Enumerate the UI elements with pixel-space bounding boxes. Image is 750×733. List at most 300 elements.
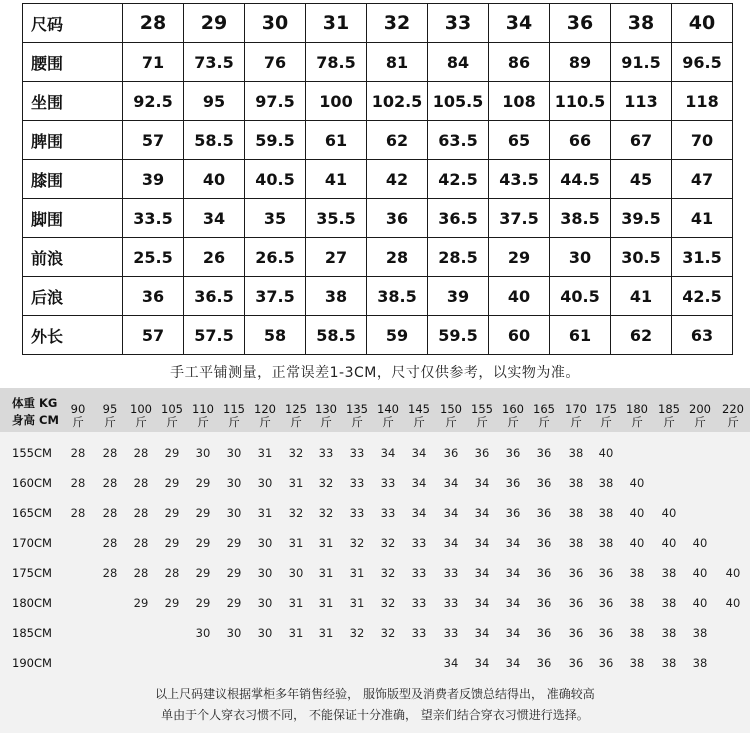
size-measure-row (23, 43, 733, 82)
recommended-size: 38 (568, 536, 584, 550)
recommended-size: 30 (257, 626, 273, 640)
recommended-size: 34 (474, 596, 490, 610)
weight-value: 200 (689, 402, 711, 416)
recommended-size: 31 (257, 506, 273, 520)
height-row (0, 588, 750, 618)
measure-value: 35 (245, 199, 306, 238)
size-header-cell: 28 (123, 4, 184, 43)
recommended-size: 38 (692, 626, 708, 640)
recommended-size: 34 (443, 506, 459, 520)
measure-value: 43.5 (489, 160, 550, 199)
recommended-size: 29 (195, 506, 211, 520)
measure-value: 71 (123, 43, 184, 82)
measure-value: 92.5 (123, 82, 184, 121)
recommended-size: 32 (380, 536, 396, 550)
recommended-size: 32 (318, 506, 334, 520)
measure-value: 95 (184, 82, 245, 121)
recommended-size: 36 (598, 626, 614, 640)
measure-value: 66 (550, 121, 611, 160)
measure-value: 42 (367, 160, 428, 199)
weight-header-cell (373, 403, 403, 429)
recommended-size: 34 (380, 446, 396, 460)
recommended-size: 31 (318, 626, 334, 640)
recommended-size: 36 (505, 446, 521, 460)
weight-unit: 斤 (600, 415, 612, 429)
recommended-size: 30 (257, 596, 273, 610)
recommended-size: 32 (318, 476, 334, 490)
recommended-size: 36 (568, 566, 584, 580)
size-header-cell: 31 (306, 4, 367, 43)
weight-value: 110 (192, 402, 214, 416)
measure-value: 36 (367, 199, 428, 238)
size-header-cell: 38 (611, 4, 672, 43)
weight-header-cell (436, 403, 466, 429)
weight-axis-label: 体重 KG (12, 396, 58, 410)
measure-value: 34 (184, 199, 245, 238)
size-header-cell: 34 (489, 4, 550, 43)
measure-value: 35.5 (306, 199, 367, 238)
measure-value: 27 (306, 238, 367, 277)
height-row (0, 528, 750, 558)
recommended-size: 40 (629, 536, 645, 550)
measure-value: 118 (672, 82, 733, 121)
measure-value: 30.5 (611, 238, 672, 277)
weight-unit: 斤 (570, 415, 582, 429)
weight-value: 115 (223, 402, 245, 416)
height-label: 170CM (12, 536, 52, 550)
measure-value: 47 (672, 160, 733, 199)
recommended-size: 34 (443, 656, 459, 670)
recommended-size: 31 (318, 596, 334, 610)
measure-value: 57.5 (184, 316, 245, 355)
advice-text-line-1: 以上尺码建议根据掌柜多年销售经验， 服饰版型及消费者反馈总结得出， 准确较高 (155, 687, 595, 701)
measure-value: 28 (367, 238, 428, 277)
recommended-size: 28 (102, 506, 118, 520)
measure-value: 58.5 (306, 316, 367, 355)
weight-header-cell (622, 403, 652, 429)
weight-header-cell (126, 403, 156, 429)
recommended-size: 38 (692, 656, 708, 670)
recommended-size: 34 (411, 446, 427, 460)
recommended-size: 36 (474, 446, 490, 460)
recommended-size: 40 (725, 596, 741, 610)
weight-unit: 斤 (631, 415, 643, 429)
measure-value: 39.5 (611, 199, 672, 238)
measure-value: 59 (367, 316, 428, 355)
recommended-size: 36 (536, 536, 552, 550)
recommended-size: 36 (536, 566, 552, 580)
recommended-size: 30 (257, 566, 273, 580)
height-label: 185CM (12, 626, 52, 640)
recommended-size: 36 (505, 506, 521, 520)
measure-value: 40 (489, 277, 550, 316)
recommended-size: 32 (380, 626, 396, 640)
measure-value: 38 (306, 277, 367, 316)
measure-value: 96.5 (672, 43, 733, 82)
recommended-size: 34 (505, 536, 521, 550)
size-header-cell: 32 (367, 4, 428, 43)
recommended-size: 36 (568, 596, 584, 610)
height-row (0, 648, 750, 678)
height-label: 175CM (12, 566, 52, 580)
measure-value: 113 (611, 82, 672, 121)
measure-value: 102.5 (367, 82, 428, 121)
measure-value: 67 (611, 121, 672, 160)
weight-header-cell (498, 403, 528, 429)
recommended-size: 38 (629, 596, 645, 610)
height-row (0, 468, 750, 498)
measure-value: 91.5 (611, 43, 672, 82)
recommended-size: 29 (226, 536, 242, 550)
weight-unit: 斤 (72, 415, 84, 429)
measure-value: 36.5 (184, 277, 245, 316)
recommended-size: 38 (598, 506, 614, 520)
recommended-size: 36 (536, 446, 552, 460)
recommended-size: 34 (411, 476, 427, 490)
recommended-size: 34 (474, 506, 490, 520)
size-measure-row (23, 160, 733, 199)
weight-header-cell (281, 403, 311, 429)
height-axis-label: 身高 CM (12, 413, 59, 427)
size-measure-row (23, 199, 733, 238)
measure-value: 59.5 (245, 121, 306, 160)
measure-value: 36 (123, 277, 184, 316)
height-row (0, 438, 750, 468)
weight-unit: 斤 (166, 415, 178, 429)
measure-value: 62 (367, 121, 428, 160)
recommended-size: 40 (598, 446, 614, 460)
weight-header-cell (250, 403, 280, 429)
weight-unit: 斤 (320, 415, 332, 429)
recommended-size: 32 (288, 446, 304, 460)
measure-value: 36.5 (428, 199, 489, 238)
measure-label: 膝围 (23, 160, 123, 199)
weight-unit: 斤 (351, 415, 363, 429)
measure-value: 39 (123, 160, 184, 199)
size-measure-row (23, 238, 733, 277)
recommended-size: 40 (661, 506, 677, 520)
recommended-size: 40 (629, 476, 645, 490)
weight-value: 130 (315, 402, 337, 416)
recommended-size: 29 (164, 536, 180, 550)
recommended-size: 29 (133, 596, 149, 610)
recommended-size: 30 (226, 476, 242, 490)
weight-unit: 斤 (445, 415, 457, 429)
weight-value: 165 (533, 402, 555, 416)
recommended-size: 28 (102, 476, 118, 490)
height-row (0, 558, 750, 588)
size-measure-row (23, 82, 733, 121)
recommended-size: 33 (411, 596, 427, 610)
measure-value: 40.5 (245, 160, 306, 199)
recommended-size: 32 (349, 626, 365, 640)
recommended-size: 34 (443, 476, 459, 490)
height-row (0, 618, 750, 648)
weight-unit: 斤 (663, 415, 675, 429)
recommended-size: 38 (661, 626, 677, 640)
height-label: 165CM (12, 506, 52, 520)
measure-label: 脚围 (23, 199, 123, 238)
recommended-size: 36 (536, 476, 552, 490)
measure-value: 38.5 (367, 277, 428, 316)
measure-value: 41 (306, 160, 367, 199)
weight-unit: 斤 (104, 415, 116, 429)
recommended-size: 28 (102, 446, 118, 460)
measure-value: 61 (306, 121, 367, 160)
recommended-size: 38 (661, 566, 677, 580)
measure-value: 57 (123, 316, 184, 355)
recommended-size: 29 (226, 566, 242, 580)
recommended-size: 33 (443, 596, 459, 610)
recommended-size: 29 (164, 596, 180, 610)
recommended-size: 28 (70, 446, 86, 460)
measure-value: 42.5 (428, 160, 489, 199)
measure-value: 60 (489, 316, 550, 355)
recommended-size: 31 (288, 596, 304, 610)
recommended-size: 33 (349, 446, 365, 460)
measure-value: 110.5 (550, 82, 611, 121)
measure-value: 61 (550, 316, 611, 355)
measure-value: 58 (245, 316, 306, 355)
recommended-size: 31 (349, 566, 365, 580)
weight-value: 220 (722, 402, 744, 416)
measure-label: 外长 (23, 316, 123, 355)
measure-label: 后浪 (23, 277, 123, 316)
measure-value: 42.5 (672, 277, 733, 316)
size-measure-row (23, 277, 733, 316)
weight-header-cell (654, 403, 684, 429)
weight-header-cell (529, 403, 559, 429)
weight-header-cell (591, 403, 621, 429)
measure-value: 45 (611, 160, 672, 199)
recommended-size: 38 (568, 506, 584, 520)
recommended-size: 33 (318, 446, 334, 460)
recommended-size: 40 (661, 536, 677, 550)
measure-value: 73.5 (184, 43, 245, 82)
weight-unit: 斤 (694, 415, 706, 429)
recommended-size: 31 (318, 536, 334, 550)
measure-value: 63.5 (428, 121, 489, 160)
recommended-size: 40 (692, 536, 708, 550)
weight-header-cell (157, 403, 187, 429)
recommended-size: 34 (474, 656, 490, 670)
recommended-size: 30 (288, 566, 304, 580)
measure-value: 26 (184, 238, 245, 277)
height-row (0, 498, 750, 528)
recommended-size: 36 (536, 596, 552, 610)
measure-value: 62 (611, 316, 672, 355)
measure-value: 70 (672, 121, 733, 160)
weight-unit: 斤 (538, 415, 550, 429)
recommended-size: 32 (380, 566, 396, 580)
recommended-size: 36 (568, 626, 584, 640)
measure-value: 37.5 (245, 277, 306, 316)
recommended-size: 34 (474, 626, 490, 640)
measure-value: 37.5 (489, 199, 550, 238)
weight-value: 150 (440, 402, 462, 416)
weight-value: 155 (471, 402, 493, 416)
recommended-size: 38 (629, 566, 645, 580)
measure-value: 78.5 (306, 43, 367, 82)
height-label: 190CM (12, 656, 52, 670)
recommended-size: 28 (102, 566, 118, 580)
recommended-size: 28 (133, 506, 149, 520)
weight-unit: 斤 (135, 415, 147, 429)
size-chart-body (23, 4, 733, 355)
size-header-cell: 33 (428, 4, 489, 43)
recommended-size: 38 (568, 446, 584, 460)
recommended-size: 34 (505, 626, 521, 640)
weight-value: 100 (130, 402, 152, 416)
recommended-size: 30 (226, 446, 242, 460)
weight-header-cell (718, 403, 748, 429)
recommended-size: 28 (164, 566, 180, 580)
weight-unit: 斤 (727, 415, 739, 429)
recommended-size: 33 (380, 476, 396, 490)
recommended-size: 33 (443, 566, 459, 580)
recommended-size: 36 (536, 656, 552, 670)
measure-value: 108 (489, 82, 550, 121)
recommended-size: 33 (443, 626, 459, 640)
weight-unit: 斤 (507, 415, 519, 429)
weight-value: 140 (377, 402, 399, 416)
weight-header-cell (561, 403, 591, 429)
measure-value: 89 (550, 43, 611, 82)
measure-value: 76 (245, 43, 306, 82)
recommended-size: 36 (443, 446, 459, 460)
measure-value: 63 (672, 316, 733, 355)
recommended-size: 38 (629, 626, 645, 640)
weight-header-cell (311, 403, 341, 429)
recommended-size: 31 (318, 566, 334, 580)
measure-value: 44.5 (550, 160, 611, 199)
measure-value: 84 (428, 43, 489, 82)
recommended-size: 28 (70, 476, 86, 490)
weight-header-cell (404, 403, 434, 429)
weight-unit: 斤 (413, 415, 425, 429)
recommended-size: 34 (505, 596, 521, 610)
size-chart-table (22, 3, 733, 355)
recommended-size: 29 (195, 536, 211, 550)
recommended-size: 29 (164, 476, 180, 490)
measure-value: 100 (306, 82, 367, 121)
weight-value: 95 (102, 402, 118, 416)
recommended-size: 31 (349, 596, 365, 610)
weight-unit: 斤 (382, 415, 394, 429)
measure-value: 86 (489, 43, 550, 82)
recommended-size: 36 (536, 506, 552, 520)
measurement-note: 手工平铺测量，正常误差1-3CM，尺寸仅供参考，以实物为准。 (170, 365, 580, 381)
measure-value: 59.5 (428, 316, 489, 355)
weight-header-cell (342, 403, 372, 429)
size-header-cell: 36 (550, 4, 611, 43)
recommended-size: 33 (411, 566, 427, 580)
weight-value: 90 (70, 402, 86, 416)
recommended-size: 38 (661, 596, 677, 610)
measure-value: 65 (489, 121, 550, 160)
height-label: 160CM (12, 476, 52, 490)
measure-value: 58.5 (184, 121, 245, 160)
recommended-size: 38 (598, 476, 614, 490)
recommended-size: 34 (411, 506, 427, 520)
measure-value: 39 (428, 277, 489, 316)
weight-header-cell (95, 403, 125, 429)
size-header-cell: 29 (184, 4, 245, 43)
recommended-size: 34 (474, 476, 490, 490)
recommended-size: 31 (257, 446, 273, 460)
recommended-size: 38 (661, 656, 677, 670)
recommended-size: 28 (133, 446, 149, 460)
recommended-size: 29 (164, 446, 180, 460)
weight-unit: 斤 (476, 415, 488, 429)
size-header-label: 尺码 (23, 4, 123, 43)
weight-value: 105 (161, 402, 183, 416)
measure-value: 26.5 (245, 238, 306, 277)
recommended-size: 33 (349, 476, 365, 490)
measure-value: 31.5 (672, 238, 733, 277)
recommended-size: 31 (288, 536, 304, 550)
recommended-size: 34 (443, 536, 459, 550)
recommended-size: 36 (505, 476, 521, 490)
size-measure-row (23, 316, 733, 355)
recommended-size: 32 (288, 506, 304, 520)
recommended-size: 38 (598, 536, 614, 550)
weight-value: 125 (285, 402, 307, 416)
weight-header-cell (685, 403, 715, 429)
measure-value: 28.5 (428, 238, 489, 277)
weight-value: 135 (346, 402, 368, 416)
weight-header-cell (63, 403, 93, 429)
weight-header-cell (188, 403, 218, 429)
recommended-size: 36 (568, 656, 584, 670)
recommended-size: 34 (505, 566, 521, 580)
recommended-size: 40 (692, 566, 708, 580)
recommended-size: 32 (380, 596, 396, 610)
recommended-size: 36 (536, 626, 552, 640)
recommended-size: 38 (568, 476, 584, 490)
recommended-size: 29 (195, 476, 211, 490)
size-header-row (23, 4, 733, 43)
weight-header-cell (467, 403, 497, 429)
measure-value: 38.5 (550, 199, 611, 238)
recommended-size: 30 (226, 626, 242, 640)
recommended-size: 33 (349, 506, 365, 520)
measure-value: 30 (550, 238, 611, 277)
measure-value: 41 (672, 199, 733, 238)
recommended-size: 29 (164, 506, 180, 520)
recommended-size: 29 (226, 596, 242, 610)
measure-value: 97.5 (245, 82, 306, 121)
weight-value: 185 (658, 402, 680, 416)
recommended-size: 28 (102, 536, 118, 550)
recommended-size: 31 (288, 476, 304, 490)
measure-label: 脾围 (23, 121, 123, 160)
recommended-size: 30 (226, 506, 242, 520)
recommended-size: 38 (629, 656, 645, 670)
weight-value: 175 (595, 402, 617, 416)
weight-header-row (0, 388, 750, 432)
size-header-cell: 30 (245, 4, 306, 43)
recommended-size: 34 (505, 656, 521, 670)
measure-value: 25.5 (123, 238, 184, 277)
size-measure-row (23, 121, 733, 160)
measure-value: 40.5 (550, 277, 611, 316)
measure-value: 33.5 (123, 199, 184, 238)
size-recommendation-panel (0, 388, 750, 733)
recommended-size: 33 (411, 536, 427, 550)
height-label: 180CM (12, 596, 52, 610)
measure-label: 前浪 (23, 238, 123, 277)
